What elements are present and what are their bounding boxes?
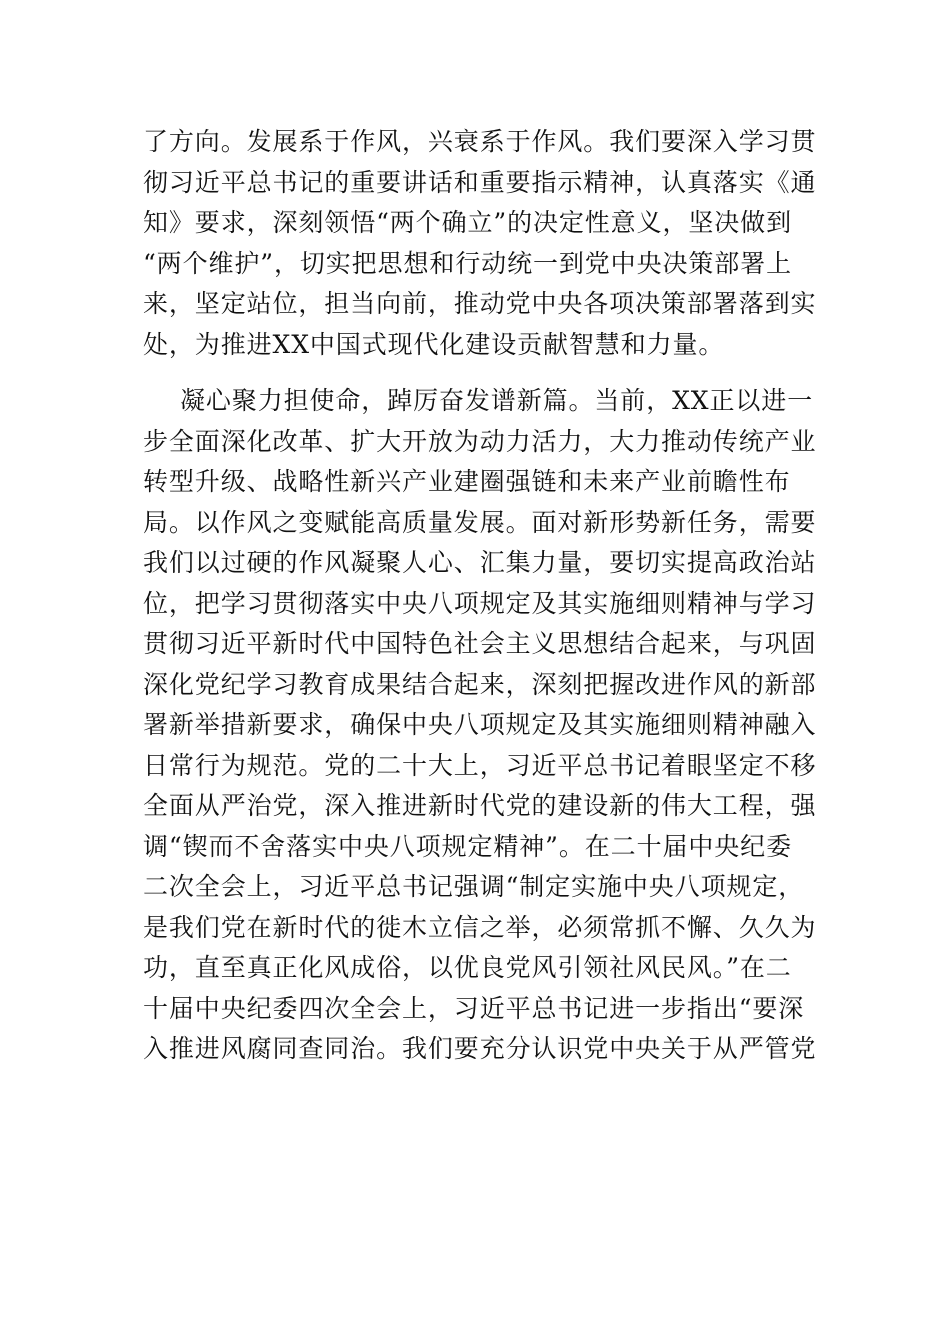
- text-line: 入推进风腐同查同治。我们要充分认识党中央关于从严管党: [143, 1034, 817, 1063]
- text-line: 深化党纪学习教育成果结合起来，深刻把握改进作风的新部: [143, 669, 817, 699]
- text-line: 全面从严治党，深入推进新时代党的建设新的伟大工程，强: [143, 791, 817, 820]
- text-line: 贯彻习近平新时代中国特色社会主义思想结合起来，与巩固: [143, 629, 817, 658]
- text-line: 知》要求，深刻领悟“两个确立”的决定性意义，坚决做到: [143, 208, 792, 237]
- paragraph-1: [143, 122, 817, 365]
- text-line: 日常行为规范。党的二十大上，习近平总书记着眼坚定不移: [143, 750, 817, 780]
- text-line: 十届中央纪委四次全会上，习近平总书记进一步指出“要深: [143, 993, 805, 1023]
- text-line: 功，直至真正化风成俗，以优良党风引领社风民风。”在二: [143, 953, 792, 982]
- text-line: 处，为推进XX中国式现代化建设贡献智慧和力量。: [143, 329, 725, 359]
- text-line: 位，把学习贯彻落实中央八项规定及其实施细则精神与学习: [143, 588, 817, 618]
- text-line: 凝心聚力担使命，踔厉奋发谱新篇。当前，XX正以进一: [180, 386, 814, 415]
- text-line: 署新举措新要求，确保中央八项规定及其实施细则精神融入: [143, 710, 817, 739]
- text-line: 了方向。发展系于作风，兴衰系于作风。我们要深入学习贯: [143, 127, 817, 156]
- text-line: 转型升级、战略性新兴产业建圈强链和未来产业前瞻性布: [143, 467, 791, 496]
- text-line: 步全面深化改革、扩大开放为动力活力，大力推动传统产业: [143, 426, 817, 456]
- text-line: 是我们党在新时代的徙木立信之举，必须常抓不懈、久久为: [143, 912, 817, 942]
- text-line: 局。以作风之变赋能高质量发展。面对新形势新任务，需要: [143, 507, 817, 537]
- text-line: 二次全会上，习近平总书记强调“制定实施中央八项规定，: [143, 872, 805, 901]
- document-body: [143, 122, 817, 1070]
- paragraph-2: [143, 381, 817, 1070]
- text-line: 调“锲而不舍落实中央八项规定精神”。在二十届中央纪委: [143, 831, 792, 861]
- text-line: 来，坚定站位，担当向前，推动党中央各项决策部署落到实: [143, 289, 817, 318]
- text-line: 我们以过硬的作风凝聚人心、汇集力量，要切实提高政治站: [143, 548, 817, 577]
- text-line: 彻习近平总书记的重要讲话和重要指示精神，认真落实《通: [143, 167, 817, 197]
- text-line: “两个维护”，切实把思想和行动统一到党中央决策部署上: [143, 248, 792, 278]
